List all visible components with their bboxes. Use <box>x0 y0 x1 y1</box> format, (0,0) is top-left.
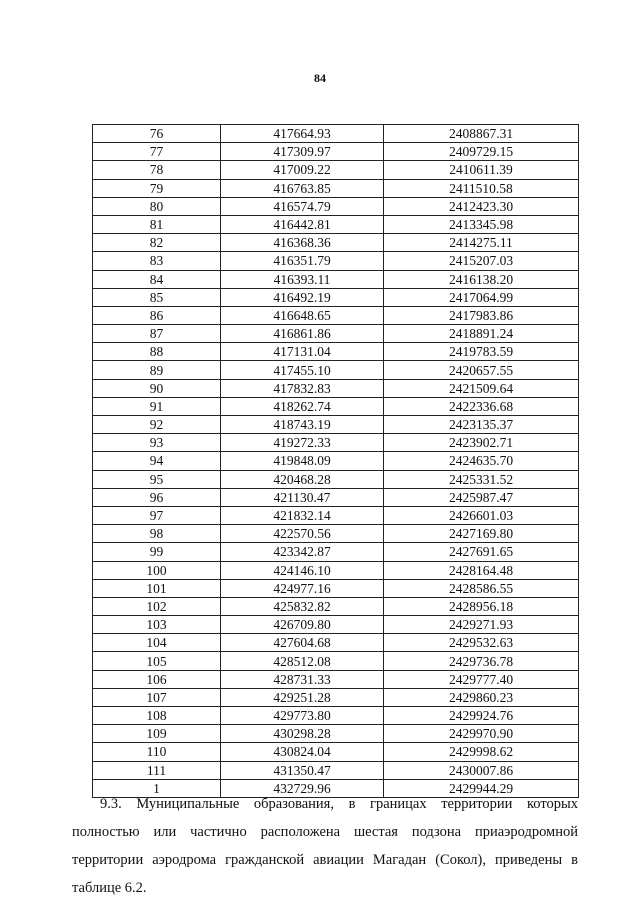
point-number-cell: 84 <box>93 270 221 288</box>
x-coordinate-cell: 417455.10 <box>221 361 384 379</box>
point-number-cell: 90 <box>93 379 221 397</box>
point-number-cell: 86 <box>93 306 221 324</box>
section-paragraph <box>72 790 578 902</box>
table-row <box>93 688 579 706</box>
x-coordinate-cell: 419848.09 <box>221 452 384 470</box>
table-row <box>93 325 579 343</box>
table-row <box>93 470 579 488</box>
point-number-cell: 111 <box>93 761 221 779</box>
x-coordinate-cell: 420468.28 <box>221 470 384 488</box>
point-number-cell: 110 <box>93 743 221 761</box>
x-coordinate-cell: 424146.10 <box>221 561 384 579</box>
table-row <box>93 743 579 761</box>
y-coordinate-cell: 2429532.63 <box>384 634 579 652</box>
y-coordinate-cell: 2428586.55 <box>384 579 579 597</box>
point-number-cell: 85 <box>93 288 221 306</box>
table-row <box>93 634 579 652</box>
y-coordinate-cell: 2413345.98 <box>384 215 579 233</box>
x-coordinate-cell: 417309.97 <box>221 143 384 161</box>
point-number-cell: 106 <box>93 670 221 688</box>
x-coordinate-cell: 426709.80 <box>221 616 384 634</box>
y-coordinate-cell: 2418891.24 <box>384 325 579 343</box>
page-number: 84 <box>314 71 326 85</box>
x-coordinate-cell: 432729.96 <box>221 779 384 797</box>
y-coordinate-cell: 2417064.99 <box>384 288 579 306</box>
y-coordinate-cell: 2429998.62 <box>384 743 579 761</box>
table-row <box>93 397 579 415</box>
point-number-cell: 82 <box>93 234 221 252</box>
x-coordinate-cell: 428731.33 <box>221 670 384 688</box>
table-row <box>93 197 579 215</box>
point-number-cell: 88 <box>93 343 221 361</box>
y-coordinate-cell: 2430007.86 <box>384 761 579 779</box>
y-coordinate-cell: 2425331.52 <box>384 470 579 488</box>
table-row <box>93 761 579 779</box>
table-row <box>93 379 579 397</box>
table-row <box>93 652 579 670</box>
point-number-cell: 107 <box>93 688 221 706</box>
point-number-cell: 102 <box>93 597 221 615</box>
y-coordinate-cell: 2411510.58 <box>384 179 579 197</box>
point-number-cell: 80 <box>93 197 221 215</box>
table-row <box>93 234 579 252</box>
table-row <box>93 252 579 270</box>
point-number-cell: 1 <box>93 779 221 797</box>
table-row <box>93 306 579 324</box>
y-coordinate-cell: 2410611.39 <box>384 161 579 179</box>
table-row <box>93 215 579 233</box>
y-coordinate-cell: 2419783.59 <box>384 343 579 361</box>
table-row <box>93 506 579 524</box>
y-coordinate-cell: 2429944.29 <box>384 779 579 797</box>
point-number-cell: 77 <box>93 143 221 161</box>
table-row <box>93 361 579 379</box>
y-coordinate-cell: 2414275.11 <box>384 234 579 252</box>
table-row <box>93 434 579 452</box>
y-coordinate-cell: 2408867.31 <box>384 125 579 143</box>
point-number-cell: 96 <box>93 488 221 506</box>
point-number-cell: 97 <box>93 506 221 524</box>
x-coordinate-cell: 429251.28 <box>221 688 384 706</box>
point-number-cell: 95 <box>93 470 221 488</box>
y-coordinate-cell: 2416138.20 <box>384 270 579 288</box>
y-coordinate-cell: 2423902.71 <box>384 434 579 452</box>
y-coordinate-cell: 2422336.68 <box>384 397 579 415</box>
point-number-cell: 105 <box>93 652 221 670</box>
table-row <box>93 579 579 597</box>
x-coordinate-cell: 421832.14 <box>221 506 384 524</box>
table-row <box>93 561 579 579</box>
table-row <box>93 543 579 561</box>
y-coordinate-cell: 2426601.03 <box>384 506 579 524</box>
table-row <box>93 725 579 743</box>
point-number-cell: 101 <box>93 579 221 597</box>
point-number-cell: 93 <box>93 434 221 452</box>
y-coordinate-cell: 2425987.47 <box>384 488 579 506</box>
point-number-cell: 89 <box>93 361 221 379</box>
y-coordinate-cell: 2429777.40 <box>384 670 579 688</box>
x-coordinate-cell: 430298.28 <box>221 725 384 743</box>
y-coordinate-cell: 2415207.03 <box>384 252 579 270</box>
coordinates-table-body <box>93 125 579 798</box>
coordinates-table <box>92 124 579 798</box>
point-number-cell: 103 <box>93 616 221 634</box>
y-coordinate-cell: 2409729.15 <box>384 143 579 161</box>
point-number-cell: 94 <box>93 452 221 470</box>
table-row <box>93 270 579 288</box>
point-number-cell: 92 <box>93 416 221 434</box>
y-coordinate-cell: 2420657.55 <box>384 361 579 379</box>
point-number-cell: 100 <box>93 561 221 579</box>
x-coordinate-cell: 416442.81 <box>221 215 384 233</box>
y-coordinate-cell: 2424635.70 <box>384 452 579 470</box>
y-coordinate-cell: 2428164.48 <box>384 561 579 579</box>
x-coordinate-cell: 416574.79 <box>221 197 384 215</box>
table-row <box>93 179 579 197</box>
x-coordinate-cell: 416763.85 <box>221 179 384 197</box>
y-coordinate-cell: 2412423.30 <box>384 197 579 215</box>
x-coordinate-cell: 416393.11 <box>221 270 384 288</box>
x-coordinate-cell: 417131.04 <box>221 343 384 361</box>
point-number-cell: 83 <box>93 252 221 270</box>
point-number-cell: 87 <box>93 325 221 343</box>
table-row <box>93 616 579 634</box>
table-row <box>93 597 579 615</box>
x-coordinate-cell: 425832.82 <box>221 597 384 615</box>
table-row <box>93 343 579 361</box>
table-row <box>93 125 579 143</box>
x-coordinate-cell: 431350.47 <box>221 761 384 779</box>
y-coordinate-cell: 2427169.80 <box>384 525 579 543</box>
x-coordinate-cell: 418262.74 <box>221 397 384 415</box>
y-coordinate-cell: 2423135.37 <box>384 416 579 434</box>
point-number-cell: 76 <box>93 125 221 143</box>
y-coordinate-cell: 2429860.23 <box>384 688 579 706</box>
point-number-cell: 91 <box>93 397 221 415</box>
x-coordinate-cell: 416368.36 <box>221 234 384 252</box>
table-row <box>93 488 579 506</box>
x-coordinate-cell: 422570.56 <box>221 525 384 543</box>
x-coordinate-cell: 428512.08 <box>221 652 384 670</box>
table-row <box>93 288 579 306</box>
point-number-cell: 78 <box>93 161 221 179</box>
point-number-cell: 104 <box>93 634 221 652</box>
table-row <box>93 161 579 179</box>
y-coordinate-cell: 2427691.65 <box>384 543 579 561</box>
x-coordinate-cell: 429773.80 <box>221 707 384 725</box>
x-coordinate-cell: 430824.04 <box>221 743 384 761</box>
x-coordinate-cell: 423342.87 <box>221 543 384 561</box>
y-coordinate-cell: 2429736.78 <box>384 652 579 670</box>
y-coordinate-cell: 2428956.18 <box>384 597 579 615</box>
x-coordinate-cell: 427604.68 <box>221 634 384 652</box>
x-coordinate-cell: 416861.86 <box>221 325 384 343</box>
point-number-cell: 79 <box>93 179 221 197</box>
x-coordinate-cell: 417009.22 <box>221 161 384 179</box>
x-coordinate-cell: 416492.19 <box>221 288 384 306</box>
table-row <box>93 525 579 543</box>
paragraph-text: 9.3. Муниципальные образования, в границах территории которых полностью или частично расположена шестая подзона приаэродромной территории аэродрома гражданской авиации Магадан (Сокол), приведены в таблице 6.2. <box>72 796 578 896</box>
table-row <box>93 143 579 161</box>
table-row <box>93 707 579 725</box>
x-coordinate-cell: 424977.16 <box>221 579 384 597</box>
point-number-cell: 99 <box>93 543 221 561</box>
table-row <box>93 452 579 470</box>
x-coordinate-cell: 419272.33 <box>221 434 384 452</box>
y-coordinate-cell: 2421509.64 <box>384 379 579 397</box>
y-coordinate-cell: 2429271.93 <box>384 616 579 634</box>
point-number-cell: 81 <box>93 215 221 233</box>
x-coordinate-cell: 416648.65 <box>221 306 384 324</box>
point-number-cell: 109 <box>93 725 221 743</box>
x-coordinate-cell: 418743.19 <box>221 416 384 434</box>
y-coordinate-cell: 2417983.86 <box>384 306 579 324</box>
y-coordinate-cell: 2429924.76 <box>384 707 579 725</box>
x-coordinate-cell: 421130.47 <box>221 488 384 506</box>
table-row <box>93 670 579 688</box>
x-coordinate-cell: 416351.79 <box>221 252 384 270</box>
y-coordinate-cell: 2429970.90 <box>384 725 579 743</box>
point-number-cell: 108 <box>93 707 221 725</box>
x-coordinate-cell: 417664.93 <box>221 125 384 143</box>
x-coordinate-cell: 417832.83 <box>221 379 384 397</box>
point-number-cell: 98 <box>93 525 221 543</box>
table-row <box>93 416 579 434</box>
